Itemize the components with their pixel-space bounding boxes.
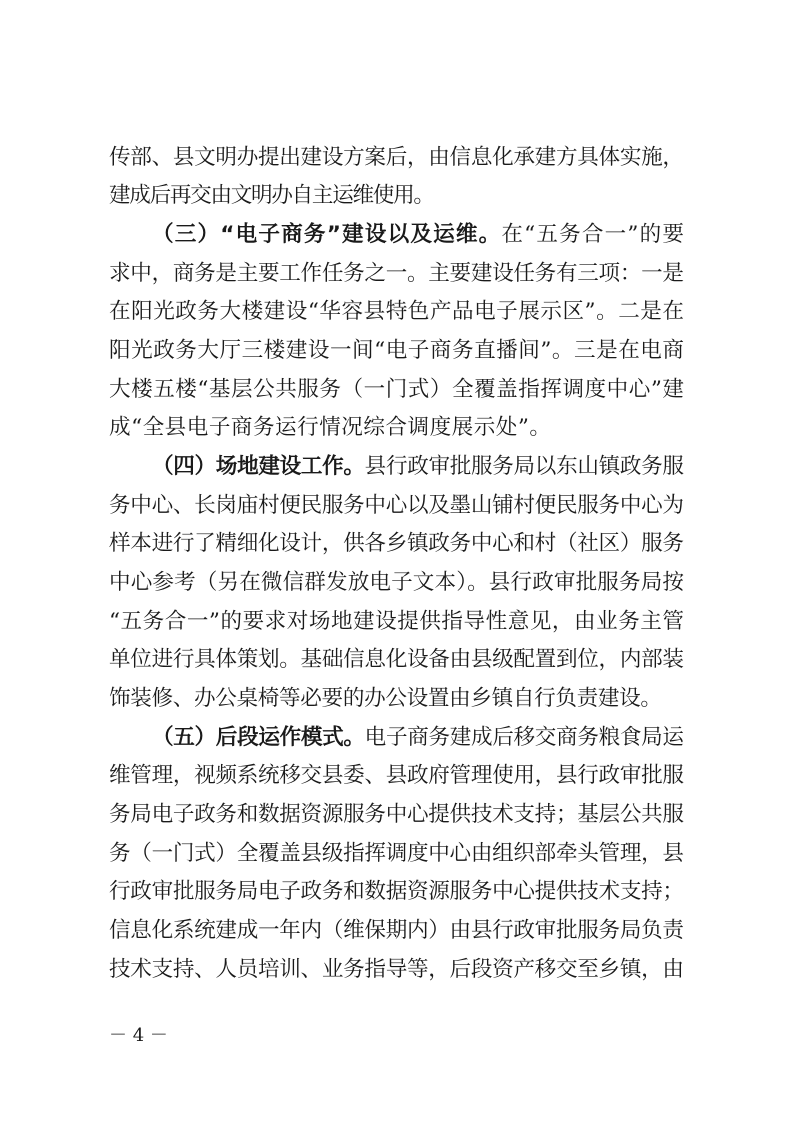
text-line	[109, 411, 551, 445]
line-text: 维管理，视频系统移交县委、县政府管理使用，县行政审批服	[109, 763, 684, 788]
text-line	[109, 798, 684, 832]
text-line	[109, 759, 684, 793]
text-line	[109, 141, 684, 175]
section-heading: （五）后段运作模式。	[152, 725, 365, 750]
text-line	[109, 953, 684, 987]
text-line	[109, 566, 684, 600]
text-line	[109, 837, 684, 871]
text-line	[109, 605, 685, 639]
line-text: 样本进行了精细化设计，供各乡镇政务中心和村（社区）服务	[109, 531, 684, 556]
line-text: 建成后再交由文明办自主运维使用。	[109, 183, 434, 208]
line-text: 县行政审批服务局以东山镇政务服	[364, 454, 684, 479]
line-text: 成“全县电子商务运行情况综合调度展示处”。	[109, 415, 552, 440]
line-text: 电子商务建成后移交商务粮食局运	[364, 725, 684, 750]
text-line	[109, 373, 685, 407]
line-text: 传部、县文明办提出建设方案后，由信息化承建方具体实施，	[109, 145, 684, 170]
line-text: 在“五务合一”的要	[501, 222, 686, 247]
line-text: 行政审批服务局电子政务和数据资源服务中心提供技术支持；	[109, 879, 684, 904]
text-line	[109, 334, 685, 368]
page-number: － 4 －	[109, 1025, 168, 1046]
text-line	[109, 914, 684, 948]
text-line	[152, 218, 685, 252]
line-text: 务中心、长岗庙村便民服务中心以及墨山铺村便民服务中心为	[109, 493, 684, 518]
line-text: 饰装修、办公桌椅等必要的办公设置由乡镇自行负责建设。	[109, 686, 662, 711]
line-text: 求中，商务是主要工作任务之一。主要建设任务有三项：一是	[109, 261, 684, 286]
line-text: 在阳光政务大楼建设“华容县特色产品电子展示区”。二是在	[109, 299, 685, 324]
line-text: 务局电子政务和数据资源服务中心提供技术支持；基层公共服	[109, 802, 684, 827]
line-text: 大楼五楼“基层公共服务（一门式）全覆盖指挥调度中心”建	[109, 377, 685, 402]
text-line	[152, 721, 684, 755]
line-text: 技术支持、人员培训、业务指导等，后段资产移交至乡镇，由	[109, 957, 684, 982]
text-line	[109, 295, 685, 329]
text-line	[109, 875, 684, 909]
line-text: 中心参考（另在微信群发放电子文本）。县行政审批服务局按	[109, 570, 685, 595]
text-line	[109, 489, 684, 523]
line-text: 阳光政务大厅三楼建设一间“电子商务直播间”。三是在电商	[109, 338, 685, 363]
text-line	[109, 527, 684, 561]
line-text: 务（一门式）全覆盖县级指挥调度中心由组织部牵头管理，县	[109, 841, 684, 866]
text-line	[109, 179, 434, 213]
section-heading: （四）场地建设工作。	[152, 454, 365, 479]
line-text: 单位进行具体策划。基础信息化设备由县级配置到位，内部装	[109, 647, 684, 672]
text-line	[109, 643, 684, 677]
text-line	[152, 450, 684, 484]
text-line	[109, 257, 684, 291]
text-line	[109, 682, 662, 716]
line-text: “五务合一”的要求对场地建设提供指导性意见，由业务主管	[109, 609, 685, 634]
section-heading: （三）“电子商务”建设以及运维。	[152, 222, 502, 247]
line-text: 信息化系统建成一年内（维保期内）由县行政审批服务局负责	[109, 918, 684, 943]
